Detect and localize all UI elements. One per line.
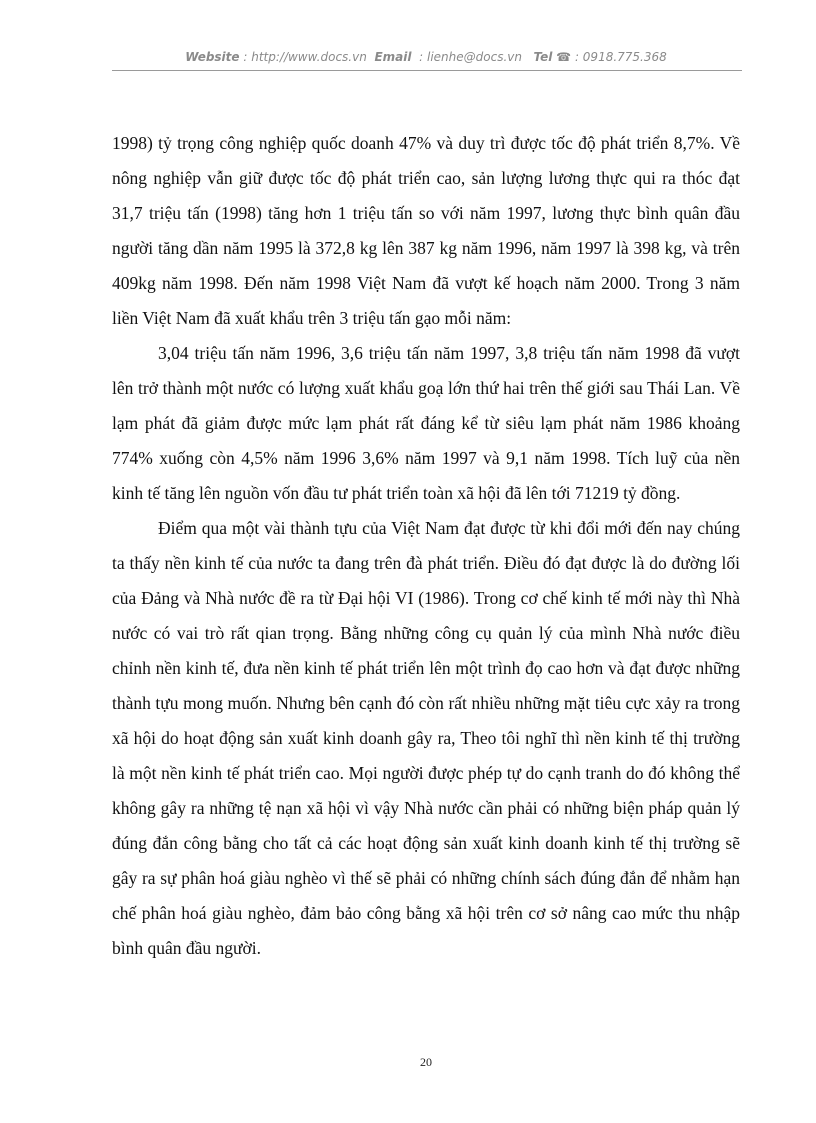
phone-icon: ☎ (556, 50, 572, 64)
header-divider (112, 70, 742, 71)
tel-number: : 0918.775.368 (574, 50, 667, 64)
website-label: Website (185, 50, 240, 64)
document-body (112, 126, 740, 966)
tel-label: Tel (533, 50, 553, 64)
website-url[interactable]: : http://www.docs.vn (243, 50, 367, 64)
email-address[interactable]: : lienhe@docs.vn (419, 50, 522, 64)
page-number: 20 (420, 1055, 432, 1069)
email-label: Email (374, 50, 412, 64)
paragraph: 1998) tỷ trọng công nghiệp quốc doanh 47% và duy trì được tốc độ phát triển 8,7%. Về nông nghiệp vẫn giữ được tốc độ phát triển cao, sản lượng lương thực qui ra thóc đạt 31,7 triệu tấn (1998) tăng hơn 1 triệu tấn so với năm 1997, lương thực bình quân đầu người tăng dần năm 1995 là 372,8 kg lên 387 kg năm 1996, năm 1997 là 398 kg, và trên 409kg năm 1998. Đến năm 1998 Việt Nam đã vượt kế hoạch năm 2000. Trong 3 năm liền Việt Nam đã xuất khẩu trên 3 triệu tấn gạo mỗi năm: (112, 133, 740, 328)
page-header (112, 50, 740, 64)
paragraph: 3,04 triệu tấn năm 1996, 3,6 triệu tấn năm 1997, 3,8 triệu tấn năm 1998 đã vượt lên trở thành một nước có lượng xuất khẩu goạ lớn thứ hai trên thế giới sau Thái Lan. Về lạm phát đã giảm được mức lạm phát rất đáng kể từ siêu lạm phát năm 1986 khoảng 774% xuống còn 4,5% năm 1996 3,6% năm 1997 và 9,1 năm 1998. Tích luỹ của nền kinh tế tăng lên nguồn vốn đầu tư phát triển toàn xã hội đã lên tới 71219 tỷ đồng. (112, 343, 740, 503)
paragraph: Điểm qua một vài thành tựu của Việt Nam đạt được từ khi đổi mới đến nay chúng ta thấy nền kinh tế của nước ta đang trên đà phát triển. Điều đó đạt được là do đường lối của Đảng và Nhà nước đề ra từ Đại hội VI (1986). Trong cơ chế kinh tế mới này thì Nhà nước có vai trò rất qian trọng. Bằng những công cụ quản lý của mình Nhà nước điều chỉnh nền kinh tế, đưa nền kinh tế phát triển lên một trình đọ cao hơn và đạt được những thành tựu mong muốn. Nhưng bên cạnh đó còn rất nhiều những mặt tiêu cực xảy ra trong xã hội do hoạt động sản xuất kinh doanh gây ra, Theo tôi nghĩ thì nền kinh tế thị trường là một nền kinh tế phát triển cao. Mọi người được phép tự do cạnh tranh do đó không thể không gây ra những tệ nạn xã hội vì vậy Nhà nước cần phải có những biện pháp quản lý đúng đắn công bằng cho tất cả các hoạt động sản xuất kinh doanh kinh tế thị trường sẽ gây ra sự phân hoá giàu nghèo vì thế sẽ phải có những chính sách đúng đắn để nhằm hạn chế phân hoá giàu nghèo, đảm bảo công bằng xã hội trên cơ sở nâng cao mức thu nhập bình quân đầu người. (112, 518, 740, 958)
